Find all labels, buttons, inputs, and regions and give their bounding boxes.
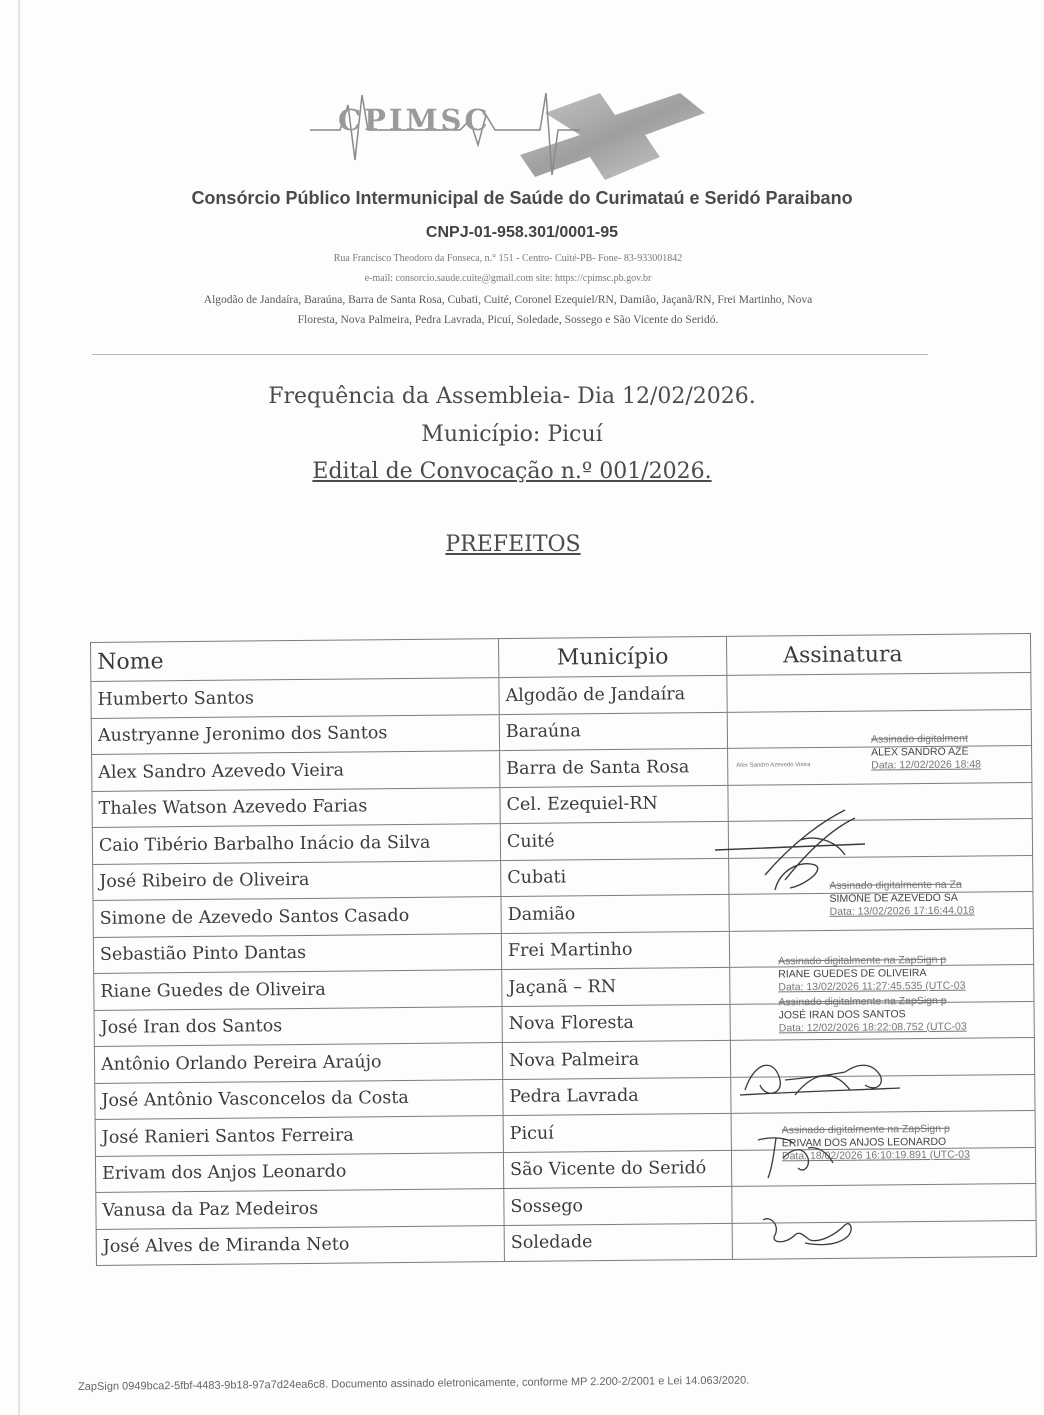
stamp-date: Data: 12/02/2026 18:22:08.752 (UTC-03 — [778, 1020, 967, 1034]
cnpj: CNPJ-01-958.301/0001-95 — [425, 224, 619, 241]
digital-signature-stamp — [778, 994, 966, 1035]
header-municipio: Município — [498, 636, 726, 677]
stamp-date: Data: 12/02/2026 18:48 — [871, 758, 982, 772]
cell-nome: Caio Tibério Barbalho Inácio da Silva — [92, 824, 500, 864]
cell-municipio: Baraúna — [499, 712, 727, 751]
cell-municipio: Sossego — [504, 1186, 732, 1225]
cell-nome: Erivam dos Anjos Leonardo — [95, 1152, 503, 1192]
header-nome: Nome — [91, 639, 499, 682]
stamp-signer: RIANE GUEDES DE OLIVEIRA — [778, 966, 927, 981]
section-title: PREFEITOS — [445, 532, 581, 557]
cell-nome: Simone de Azevedo Santos Casado — [93, 897, 501, 937]
logo-graphic — [310, 85, 710, 190]
stamp-signer: SIMONE DE AZEVEDO SA — [829, 891, 958, 905]
cell-municipio: Picuí — [503, 1113, 731, 1152]
stamp-date: Data: 13/02/2026 11:27:45.535 (UTC-03 — [778, 979, 966, 994]
municipality-title: Município: Picuí — [421, 422, 603, 447]
cell-assinatura — [731, 1074, 1035, 1113]
cell-municipio: Frei Martinho — [501, 931, 729, 970]
header-assinatura: Assinatura — [726, 633, 1030, 675]
stamp-line: Assinado digitalmente na ZapSign p — [781, 1122, 950, 1136]
cell-nome: José Ribeiro de Oliveira — [93, 860, 501, 900]
cell-municipio: Barra de Santa Rosa — [500, 748, 728, 787]
cell-municipio: Algodão de Jandaíra — [499, 675, 727, 714]
stamp-signer: ALEX SANDRO AZE — [871, 745, 969, 759]
zapsign-footer: ZapSign 0949bca2-5fbf-4483-9b18-97a7d24ea6c8. Documento assinado eletronicamente, conforme MP 2.200-2/2001 e Lei 14.063/2020. — [78, 1374, 750, 1393]
cell-municipio: Jaçanã – RN — [502, 967, 730, 1006]
stamp-date: Data: 13/02/2026 17:16:44.018 — [829, 904, 975, 918]
cell-nome: Antônio Orlando Pereira Araújo — [94, 1043, 502, 1083]
organization-name: Consórcio Público Intermunicipal de Saúde do Curimataú e Seridó Paraibano — [191, 188, 853, 208]
attendance-table-wrapper — [90, 633, 1036, 1266]
stamp-date: Data: 18/02/2026 16:10:19.891 (UTC-03 — [781, 1148, 970, 1162]
cell-municipio: Soledade — [504, 1223, 732, 1262]
table-row — [96, 1220, 1036, 1266]
cell-nome: Riane Guedes de Oliveira — [94, 970, 502, 1010]
cell-nome: Humberto Santos — [91, 678, 499, 718]
document-title: Frequência da Assembleia- Dia 12/02/2026. — [268, 384, 756, 409]
members-line-2: Floresta, Nova Palmeira, Pedra Lavrada, Picuí, Soledade, Sossego e São Vicente do Seridó. — [297, 314, 719, 326]
cell-assinatura — [727, 672, 1031, 711]
cpimsc-logo — [310, 85, 710, 190]
cell-nome: José Iran dos Santos — [94, 1006, 502, 1046]
cell-assinatura — [731, 1122, 1035, 1186]
address: Rua Francisco Theodoro da Fonseca, n.° 151 - Centro- Cuité-PB- Fone- 83-933001842 — [333, 253, 683, 264]
cell-municipio: Cubati — [501, 858, 729, 897]
cell-assinatura — [732, 1220, 1036, 1259]
cell-assinatura — [729, 878, 1033, 930]
cell-municipio: Cuité — [500, 821, 728, 860]
cell-nome: José Alves de Miranda Neto — [96, 1225, 504, 1265]
digital-signature-stamp — [782, 1122, 970, 1163]
members-line-1: Algodão de Jandaíra, Baraúna, Barra de Santa Rosa, Cubati, Cuité, Coronel Ezequiel/RN, Damião, Jaçanã/RN, Frei Martinho, Nova — [203, 294, 813, 306]
contact-info: e-mail: consorcio.saude.cuite@gmail.com site: https://cpimsc.pb.gov.br — [364, 273, 652, 284]
cell-assinatura — [728, 782, 1032, 821]
cell-municipio: Damião — [501, 894, 729, 933]
scan-edge — [18, 0, 20, 1415]
cell-assinatura — [732, 1183, 1036, 1222]
cell-nome: Thales Watson Azevedo Farias — [92, 787, 500, 827]
cell-assinatura — [730, 994, 1034, 1040]
stamp-line: Assinado digitalmente na ZapSign p — [778, 994, 947, 1008]
cell-nome: Alex Sandro Azevedo Vieira — [92, 751, 500, 791]
header-divider — [92, 354, 928, 355]
cell-nome: Vanusa da Paz Medeiros — [96, 1189, 504, 1229]
stamp-line: Assinado digitalmente na ZapSign p — [778, 953, 947, 968]
digital-signature-stamp — [829, 879, 974, 919]
attendance-table — [90, 633, 1037, 1266]
cell-municipio: Pedra Lavrada — [503, 1077, 731, 1116]
stamp-signer: ERIVAM DOS ANJOS LEONARDO — [781, 1135, 947, 1149]
cell-assinatura — [730, 1037, 1034, 1076]
stamp-line: Assinado digitalment — [870, 732, 968, 746]
cell-municipio: Cel. Ezequiel-RN — [500, 785, 728, 824]
cell-municipio: São Vicente do Seridó — [503, 1150, 731, 1189]
cell-assinatura — [728, 818, 1032, 857]
signature-mini-name: Alex Sandro Azevedo Vieira — [736, 762, 811, 769]
cell-assinatura — [728, 732, 1032, 784]
digital-signature-stamp — [778, 954, 966, 995]
digital-signature-stamp — [871, 732, 981, 772]
stamp-line: Assinado digitalmente na Za — [829, 878, 962, 892]
cell-municipio: Nova Palmeira — [502, 1040, 730, 1079]
stamp-signer: JOSÉ IRAN DOS SANTOS — [778, 1007, 906, 1021]
member-municipalities — [108, 290, 908, 330]
cell-municipio: Nova Floresta — [502, 1004, 730, 1043]
cell-nome: Sebastião Pinto Dantas — [93, 933, 501, 973]
cell-nome: José Antônio Vasconcelos da Costa — [95, 1079, 503, 1119]
cell-nome: Austryanne Jeronimo dos Santos — [91, 714, 499, 754]
edital-title: Edital de Convocação n.º 001/2026. — [312, 459, 712, 484]
logo-text: CPIMSC — [338, 103, 491, 137]
cell-nome: José Ranieri Santos Ferreira — [95, 1116, 503, 1156]
